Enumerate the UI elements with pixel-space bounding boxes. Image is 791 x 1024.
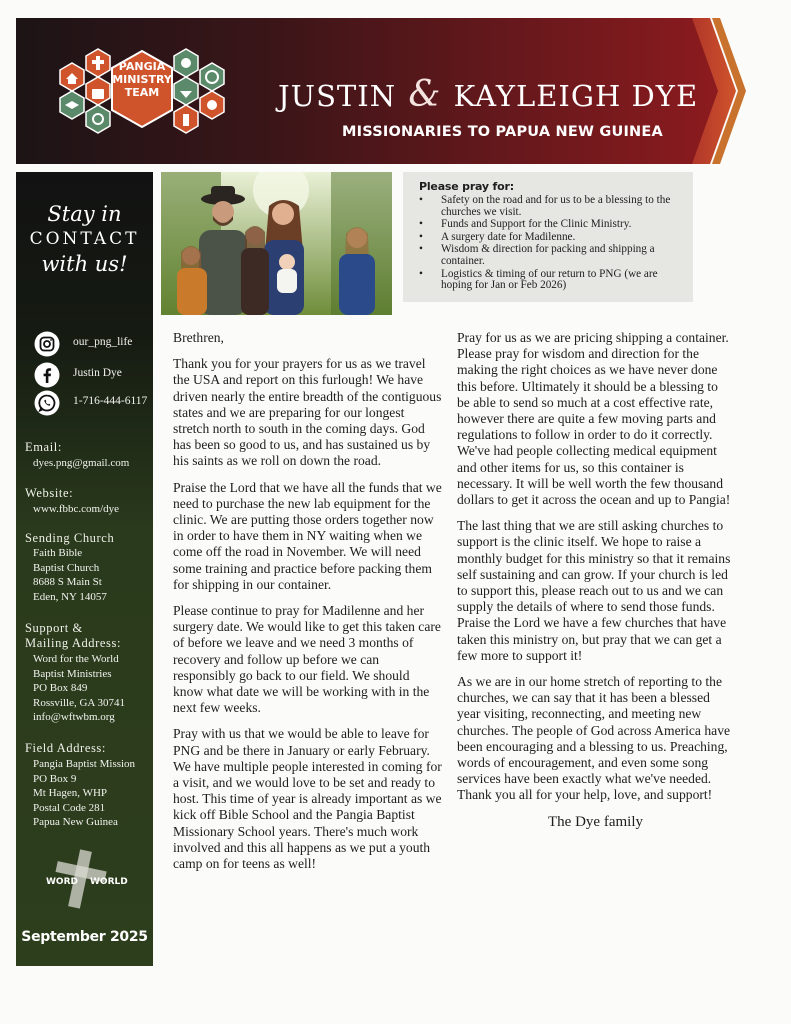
support-line: Rossville, GA 30741 [33, 696, 125, 709]
sending-church-label: Sending Church [25, 531, 115, 545]
contact-sidebar [16, 172, 153, 966]
support-label-line: Support & [25, 621, 83, 635]
support-line: Baptist Ministries [33, 667, 112, 680]
letter-paragraph: Pray with us that we would be able to leave for PNG and be there in January or early February. We have multiple people interested in coming for a visit, and we would love to be set and ready to host. This time of year is already important as we kick off Bible School and the Pangia Baptist Missionary School years. There's much work involved and this all happens as we put a youth camp on for teens as well! [173, 726, 442, 872]
prayer-list [419, 195, 691, 293]
instagram-link[interactable] [34, 331, 154, 357]
with-us-text: with us! [41, 252, 128, 276]
support-line: Word for the World [33, 653, 119, 665]
email-label: Email: [25, 440, 62, 454]
svg-text:WORLD: WORLD [90, 877, 128, 887]
letter-column-right [457, 330, 734, 840]
sending-line: Eden, NY 14057 [33, 590, 107, 603]
whatsapp-number: 1-716-444-6117 [73, 395, 148, 407]
letter-paragraph: The last thing that we are still asking churches to support is the clinic itself. We hope to raise a monthly budget for this ministry so that it remains self sustaining and can grow. If your church is led to support this, please reach out to us and we can supply the details of where to send those funds. Praise the Lord we have a few churches that have taken this ministry on, but pray that we can get a few more to support it! [457, 518, 731, 663]
field-address [33, 757, 135, 830]
stay-in-contact-heading [16, 202, 153, 276]
header-banner [16, 18, 750, 164]
facebook-link[interactable] [34, 362, 154, 388]
logo-text: PANGIA MINISTRY TEAM [112, 60, 172, 99]
sending-church-address [33, 546, 107, 604]
stay-in-text: Stay in [47, 202, 122, 226]
sending-line: Baptist Church [33, 561, 100, 574]
letter-column-left [173, 330, 443, 882]
support-line: PO Box 849 [33, 682, 88, 694]
word-for-the-world-logo [42, 848, 132, 910]
facebook-name: Justin Dye [73, 367, 122, 379]
sending-line: 8688 S Main St [33, 576, 102, 588]
prayer-requests-box [403, 172, 693, 302]
letter-paragraph: As we are in our home stretch of reporting to the churches, we can say that it has been a blessed year visiting, reconnecting, and meeting new churches. The people of God across America have been encouraging and a blessing to us. Preaching, words of encouragement, and even some song services have been exactly what we've needed. Thank you all for your help, love, and support! [457, 674, 731, 803]
svg-text:WORD: WORD [46, 877, 78, 887]
whatsapp-icon [34, 390, 60, 416]
title-ampersand: & [408, 74, 442, 115]
field-address-label: Field Address: [25, 741, 106, 755]
whatsapp-link[interactable] [34, 390, 154, 416]
letter-greeting: Brethren, [173, 330, 224, 345]
field-line: Postal Code 281 [33, 801, 106, 814]
prayer-item: • Funds and Support for the Clinic Ministry. [419, 219, 691, 231]
facebook-icon [34, 362, 60, 388]
prayer-item: • A surgery date for Madilenne. [419, 232, 691, 244]
field-line: PO Box 9 [33, 772, 77, 785]
prayer-item: • Wisdom & direction for packing and shipping a container. [419, 244, 691, 267]
website-url[interactable]: www.fbbc.com/dye [33, 503, 120, 515]
prayer-item: • Logistics & timing of our return to PNG (we are hoping for Jan or Feb 2026) [419, 269, 691, 292]
support-label-line: Mailing Address: [25, 636, 122, 650]
page-subtitle: MISSIONARIES TO PAPUA NEW GUINEA [342, 124, 663, 140]
support-address-label [25, 621, 121, 651]
support-email[interactable]: info@wftwbm.org [33, 711, 115, 723]
title-first-name: JUSTIN [278, 79, 397, 113]
family-photo [161, 172, 392, 315]
letter-paragraph: Thank you for your prayers for us as we travel the USA and report on this furlough! We have driven nearly the entire breadth of the contiguous states and we are preparing for our longest stretch north to south in the coming days. God has been so good to us, and has sustained us by his saints as we roll on down the road. [173, 356, 442, 469]
letter-paragraph: Please continue to pray for Madilenne and her surgery date. We would like to get this taken care of before we leave and we need 3 months of recovery and follow up before we can responsibly go back to our field. We should know what date we will be working with in the next few weeks. [173, 603, 441, 716]
sending-line: Faith Bible [33, 547, 83, 559]
instagram-icon [34, 331, 60, 357]
field-line: Pangia Baptist Mission [33, 758, 136, 770]
prayer-heading: Please pray for: [419, 180, 514, 193]
instagram-handle: our_png_life [73, 336, 133, 348]
field-line: Papua New Guinea [33, 816, 118, 828]
website-label: Website: [25, 486, 74, 500]
page-title [278, 74, 718, 115]
issue-month: September 2025 [21, 929, 148, 945]
field-line: Mt Hagen, WHP [33, 787, 108, 799]
letter-paragraph: Pray for us as we are pricing shipping a container. Please pray for wisdom and direction for the making the right choices as we have never done this before. Ultimately it should be a blessing to be able to send so much at a cost effective rate, however there are quite a few moving parts and regulations to follow in order to do it correctly. We've had people collecting medical equipment and other items for us, so this container is necessary. It will be well worth the few thousand dollars to get it across the ocean and up to Pangia! [457, 330, 731, 508]
contact-text: CONTACT [29, 229, 140, 249]
letter-signature: The Dye family [548, 813, 643, 830]
email-address[interactable]: dyes.png@gmail.com [33, 457, 130, 469]
letter-paragraph: Praise the Lord that we have all the funds that we need to purchase the new lab equipment for the clinic. We are putting those orders together now in order to have them in NY waiting when we come off the road in November. We will need some training and practice before packing them for shipping in our container. [173, 479, 442, 592]
support-address [33, 652, 125, 725]
title-last-names: KAYLEIGH DYE [453, 79, 699, 113]
prayer-item: • Safety on the road and for us to be a blessing to the churches we visit. [419, 195, 691, 218]
